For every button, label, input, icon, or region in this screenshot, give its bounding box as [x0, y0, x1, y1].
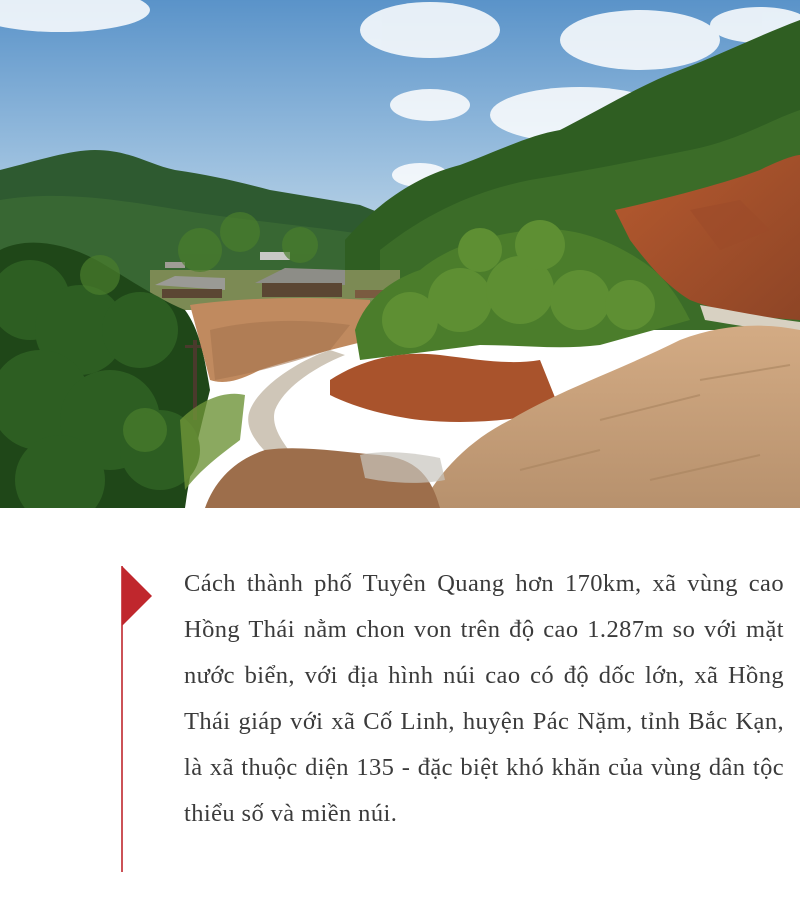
- red-flag-marker-icon: [118, 564, 154, 874]
- article-paragraph: Cách thành phố Tuyên Quang hơn 170km, xã vùng cao Hồng Thái nằm chon von trên độ cao 1.287m so với mặt nước biển, với địa hình núi cao có độ dốc lớn, xã Hồng Thái giáp với xã Cố Linh, huyện Pác Nặm, tỉnh Bắc Kạn, là xã thuộc diện 135 - đặc biệt khó khăn của vùng dân tộc thiểu số và miền núi.: [184, 570, 784, 827]
- article-section: [0, 508, 800, 910]
